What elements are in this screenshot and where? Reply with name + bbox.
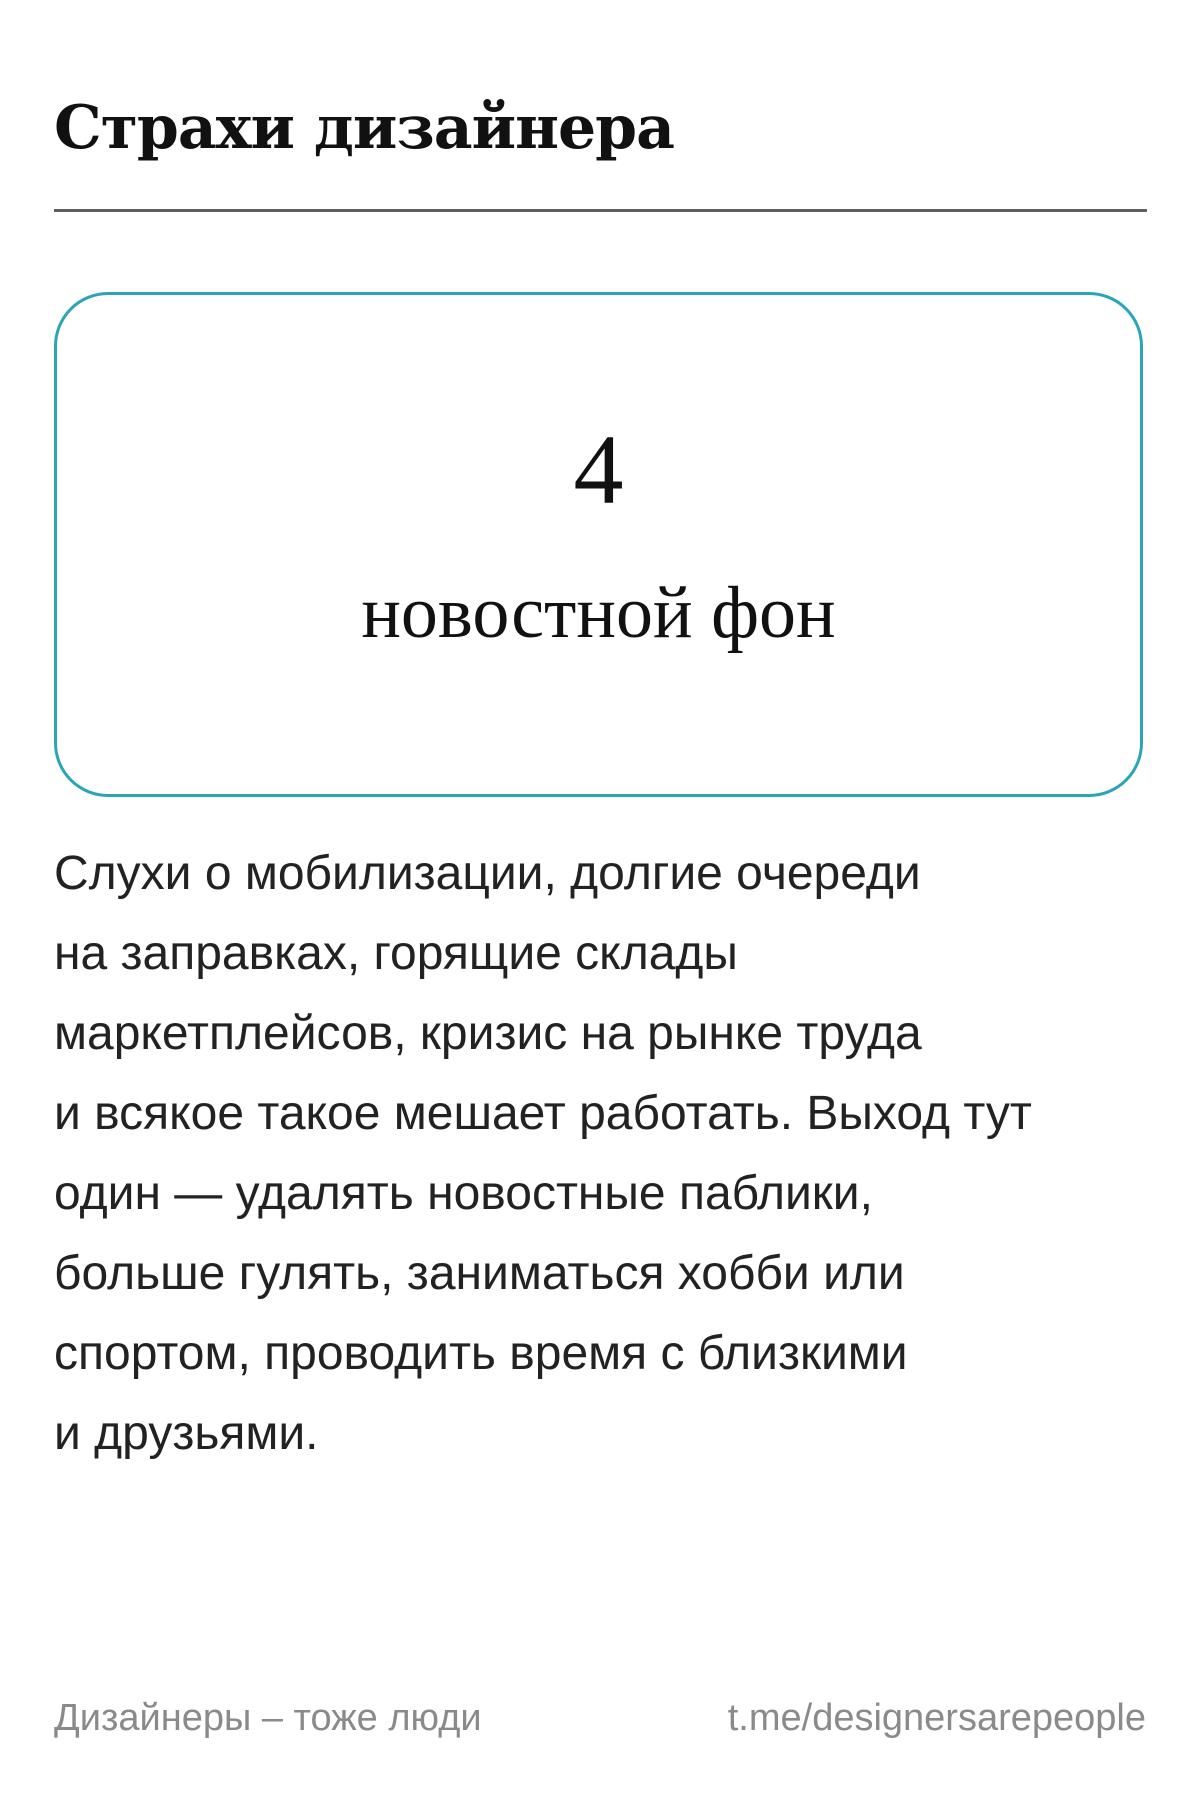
topic-card bbox=[54, 292, 1143, 797]
body-line-5: один — удалять новостные паблики, bbox=[54, 1167, 873, 1220]
title-divider bbox=[54, 209, 1147, 212]
body-line-2: на заправках, горящие склады bbox=[54, 927, 738, 980]
topic-number: 4 bbox=[573, 414, 624, 525]
topic-label: новостной фон bbox=[361, 572, 836, 654]
page-title: Страхи дизайнера bbox=[54, 93, 675, 163]
body-line-8: и друзьями. bbox=[54, 1407, 319, 1460]
footer-link[interactable]: t.me/designersarepeople bbox=[727, 1697, 1146, 1739]
body-paragraph bbox=[54, 834, 1164, 1474]
body-line-3: маркетплейсов, кризис на рынке труда bbox=[54, 1007, 922, 1060]
body-line-4: и всякое такое мешает работать. Выход тут bbox=[54, 1087, 1032, 1140]
body-line-1: Слухи о мобилизации, долгие очереди bbox=[54, 847, 921, 900]
body-line-7: спортом, проводить время с близкими bbox=[54, 1327, 908, 1380]
footer-brand: Дизайнеры – тоже люди bbox=[54, 1697, 482, 1739]
body-line-6: больше гулять, заниматься хобби или bbox=[54, 1247, 905, 1300]
